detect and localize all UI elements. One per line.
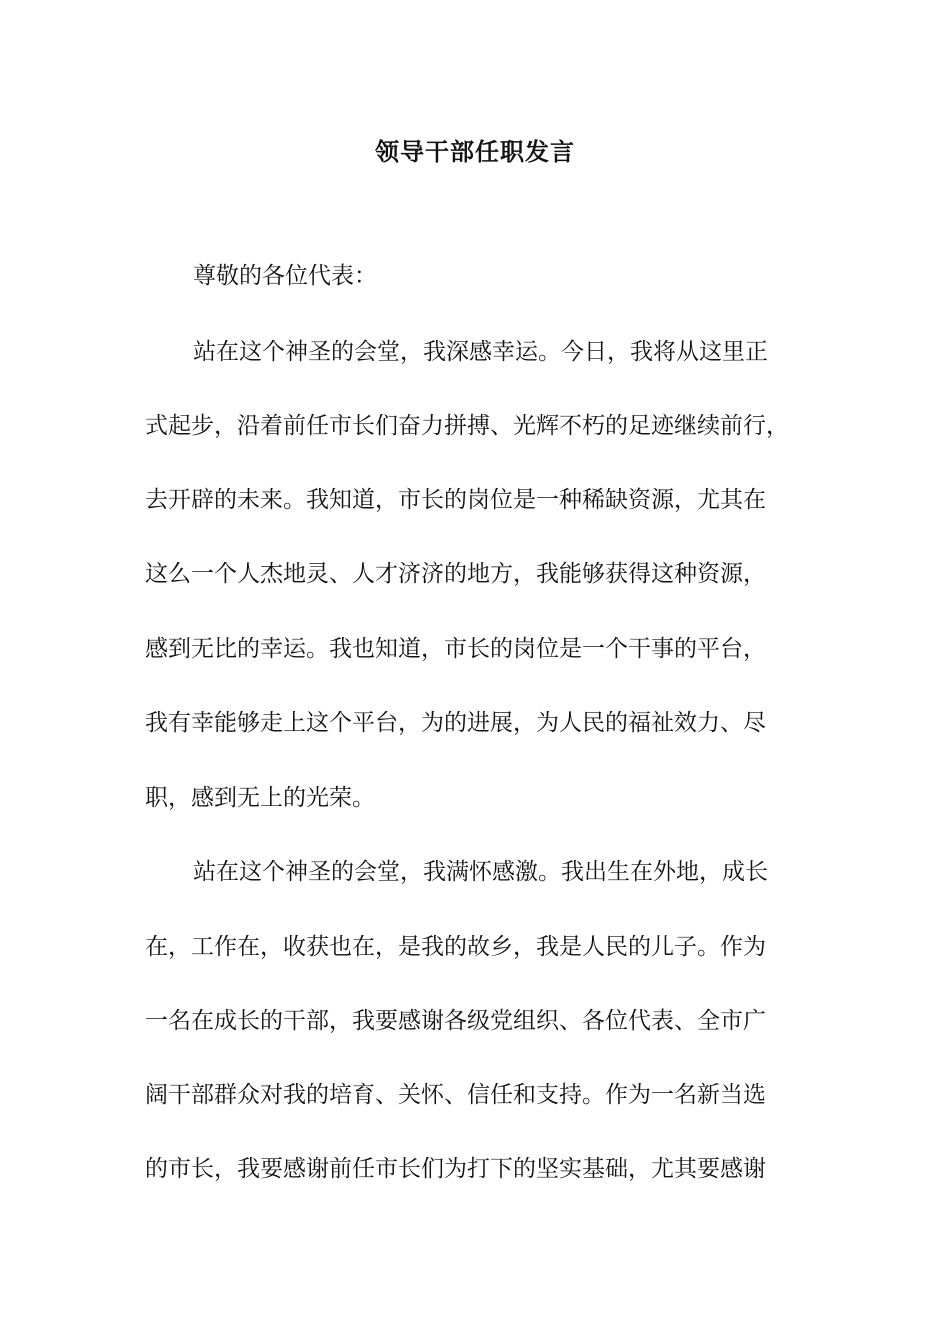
paragraph-2-line-1: 站在这个神圣的会堂，我满怀感激。我出生在外地，成长 bbox=[193, 859, 768, 885]
paragraph-2-line-3: 一名在成长的干部，我要感谢各级党组织、各位代表、全市广 bbox=[145, 1008, 766, 1034]
paragraph-1-line-3: 去开辟的未来。我知道，市长的岗位是一种稀缺资源，尤其在 bbox=[145, 487, 766, 513]
paragraph-1-line-4: 这么一个人杰地灵、人才济济的地方，我能够获得这种资源， bbox=[145, 561, 766, 587]
salutation: 尊敬的各位代表： bbox=[193, 263, 377, 289]
paragraph-2-line-4: 阔干部群众对我的培育、关怀、信任和支持。作为一名新当选 bbox=[145, 1082, 766, 1108]
paragraph-2-line-2: 在，工作在，收获也在，是我的故乡，我是人民的儿子。作为 bbox=[145, 934, 766, 960]
paragraph-2-line-5: 的市长，我要感谢前任市长们为打下的坚实基础，尤其要感谢 bbox=[145, 1156, 766, 1182]
paragraph-1-line-5: 感到无比的幸运。我也知道，市长的岗位是一个干事的平台， bbox=[145, 636, 766, 662]
paragraph-1-line-1: 站在这个神圣的会堂，我深感幸运。今日，我将从这里正 bbox=[193, 339, 768, 365]
paragraph-1-line-7: 职，感到无上的光荣。 bbox=[145, 785, 375, 811]
paragraph-1-line-6: 我有幸能够走上这个平台，为的进展，为人民的福祉效力、尽 bbox=[145, 710, 766, 736]
paragraph-1-line-2: 式起步，沿着前任市长们奋力拼搏、光辉不朽的足迹继续前行， bbox=[145, 413, 789, 439]
document-title: 领导干部任职发言 bbox=[375, 137, 575, 166]
